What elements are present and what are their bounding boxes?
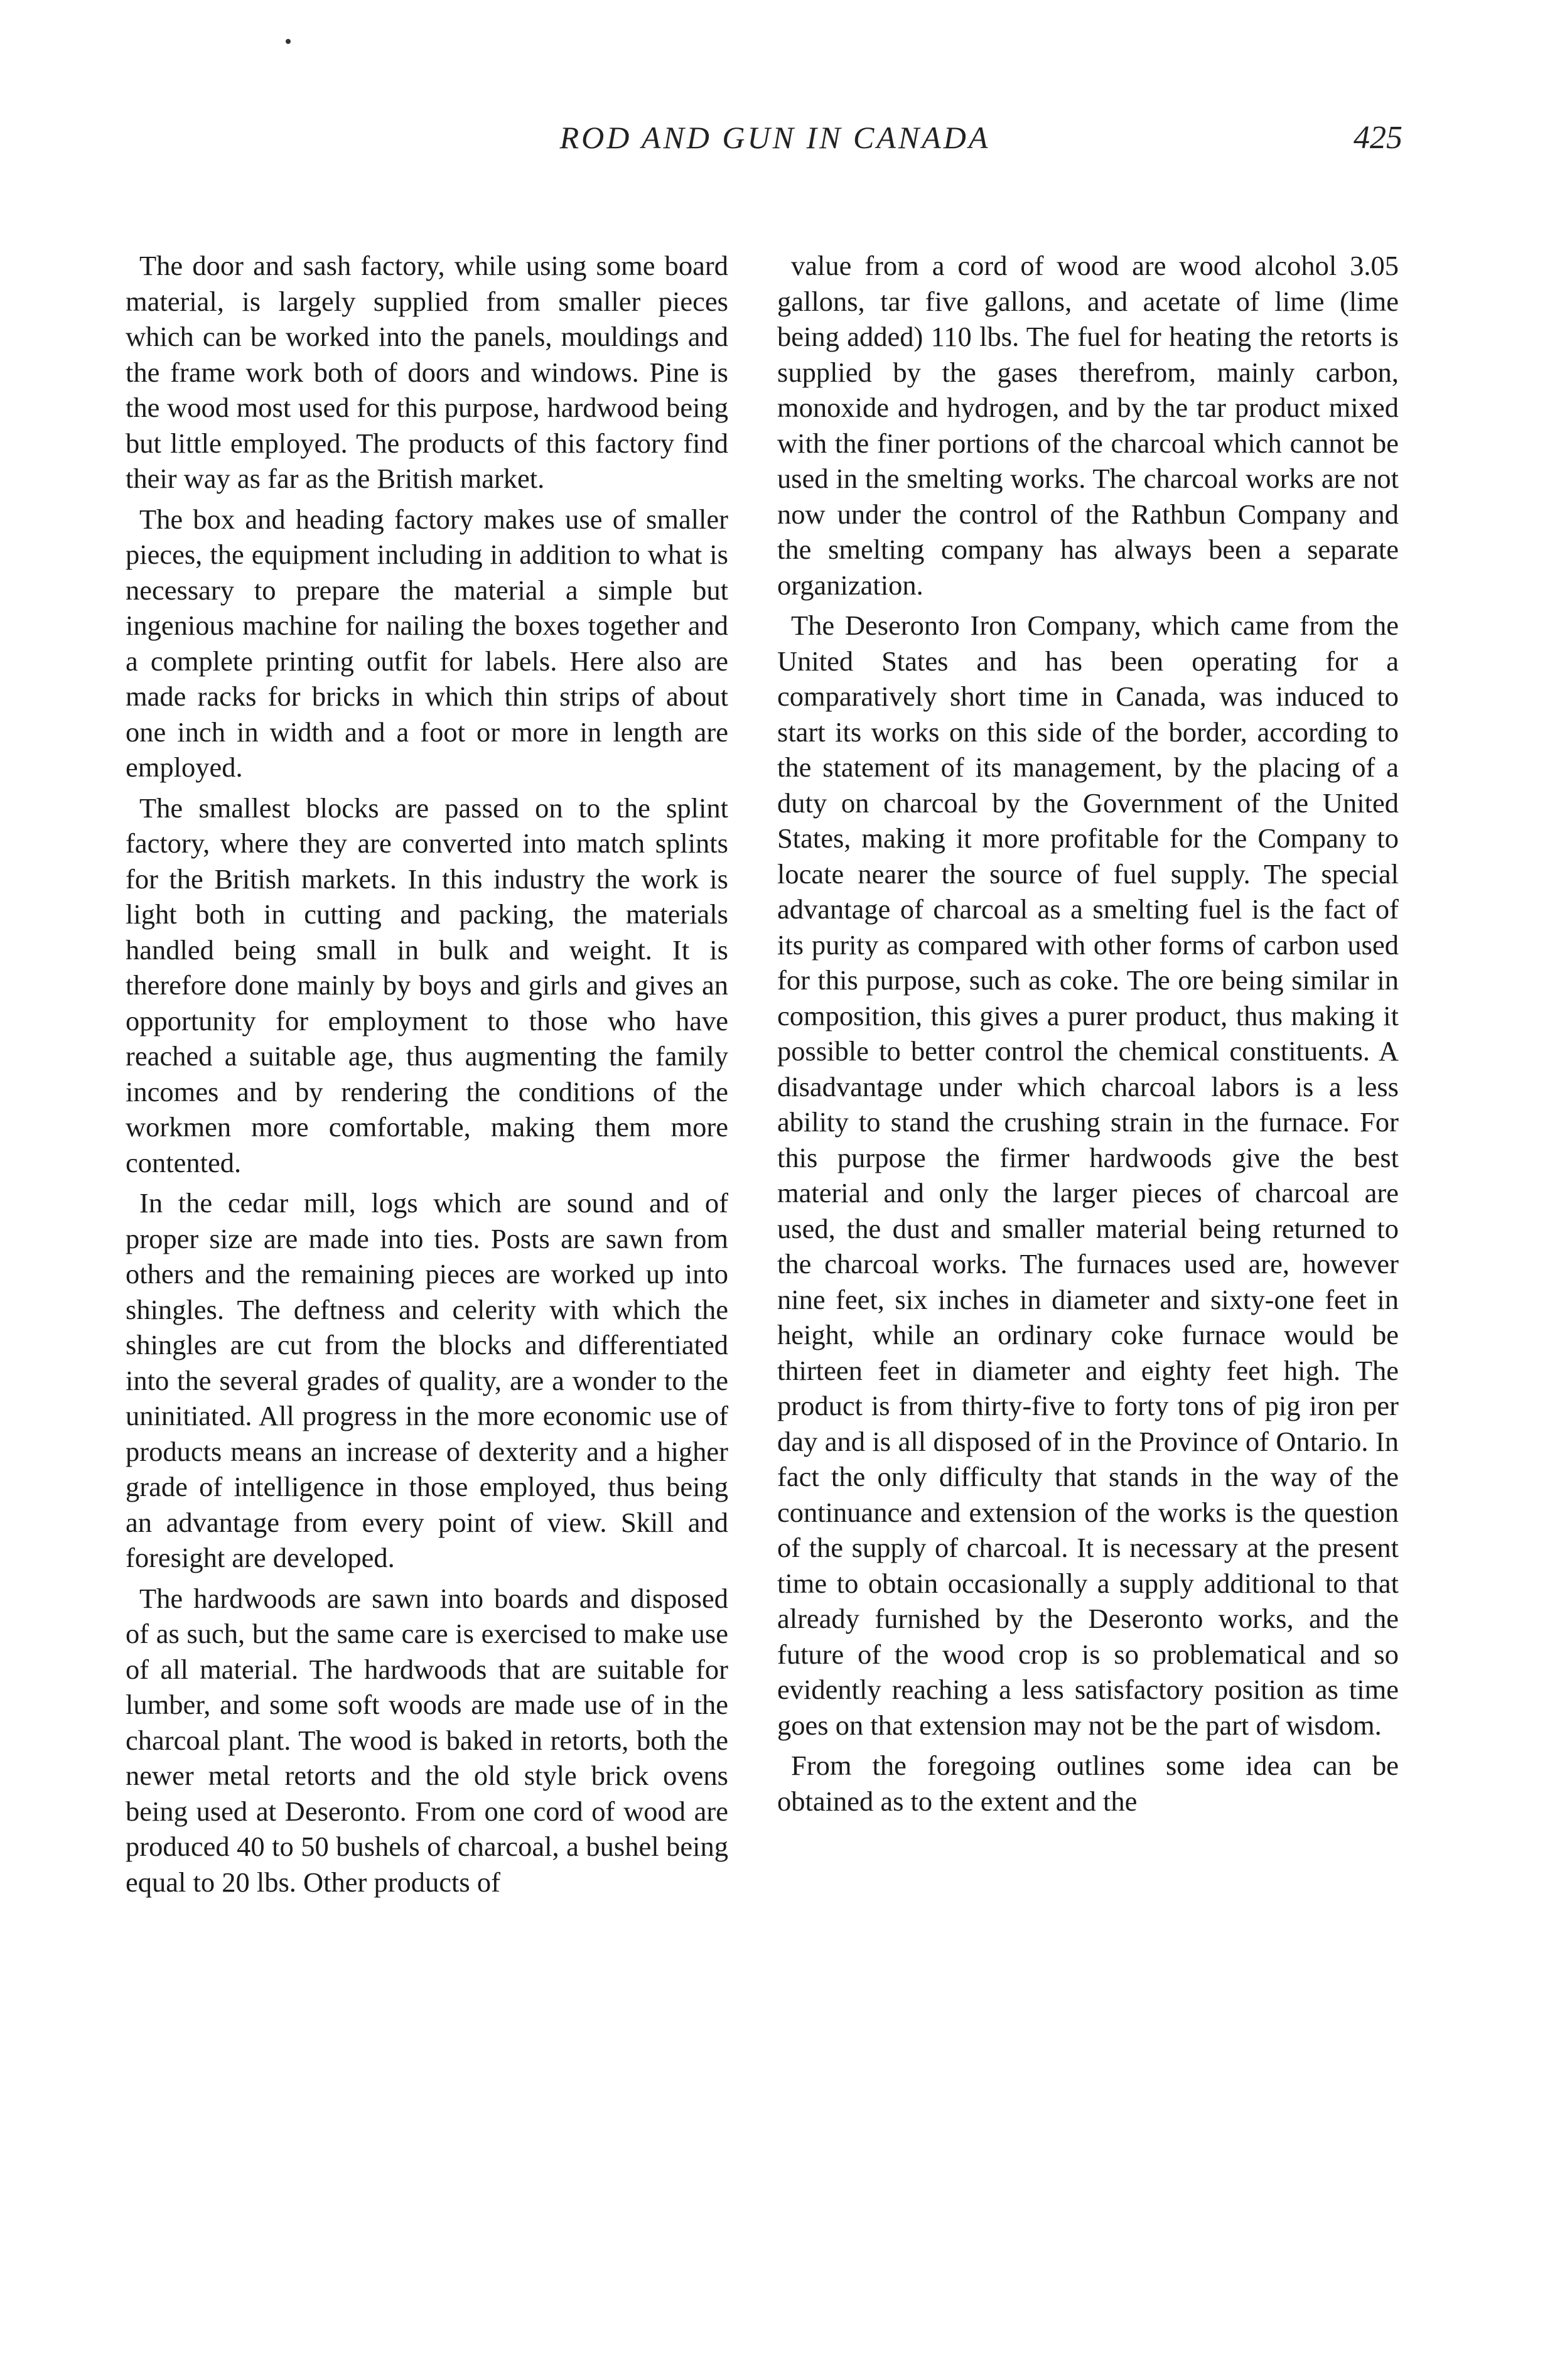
paragraph: value from a cord of wood are wood alcohol 3.05 gallons, tar five gallons, and acetate of lime (lime being added) 110 lbs. The fuel for heating the retorts is supplied by the gases therefrom, mainly carbon, monoxide and hydrogen, and by the tar product mixed with the finer portions of the charcoal which cannot be used in the smelting works. The charcoal works are not now under the control of the Rathbun Company and the smelting company has always been a separate organization. <box>777 250 1399 601</box>
paragraph: The hardwoods are sawn into boards and disposed of as such, but the same care is exercised to make use of all material. The hardwoods that are suitable for lumber, and some soft woods are made use of in the charcoal plant. The wood is baked in retorts, both the newer metal retorts and the old style brick ovens being used at Deseronto. From one cord of wood are produced 40 to 50 bushels of charcoal, a bushel being equal to 20 lbs. Other products of <box>126 1582 728 1898</box>
paragraph: From the foregoing outlines some idea can be obtained as to the extent and the <box>777 1750 1399 1817</box>
ink-speck <box>286 39 291 44</box>
paragraph: The box and heading factory makes use of smaller pieces, the equipment including in addition to what is necessary to prepare the material a simple but ingenious machine for nailing the boxes together and a complete printing outfit for labels. Here also are made racks for bricks in which thin strips of about one inch in width and a foot or more in length are employed. <box>126 503 728 783</box>
page-number: 425 <box>1354 120 1402 156</box>
right-column <box>777 248 1399 1824</box>
paragraph: The Deseronto Iron Company, which came from the United States and has been operating for a comparatively short time in Canada, was induced to start its works on this side of the border, according to the statement of its management, by the placing of a duty on charcoal by the Government of the United States, making it more profitable for the Company to locate nearer the source of fuel supply. The special advantage of charcoal as a smelting fuel is the fact of its purity as compared with other forms of carbon used for this purpose, such as coke. The ore being similar in composition, this gives a purer product, thus making it possible to better control the chemical constituents. A disadvantage under which charcoal labors is a less ability to stand the crushing strain in the furnace. For this purpose the firmer hardwoods give the best material and only the larger pieces of charcoal are used, the dust and smaller material being returned to the charcoal works. The furnaces used are, however nine feet, six inches in diameter and sixty-one feet in height, while an ordinary coke furnace would be thirteen feet in diameter and eighty feet high. The product is from thirty-five to forty tons of pig iron per day and is all disposed of in the Province of Ontario. In fact the only difficulty that stands in the way of the continuance and extension of the works is the question of the supply of charcoal. It is necessary at the present time to obtain occasionally a supply additional to that already furnished by the Deseronto works, and the future of the wood crop is so problematical and so evidently reaching a less satisfactory position as time goes on that extension may not be the part of wisdom. <box>777 610 1399 1741</box>
paragraph: In the cedar mill, logs which are sound and of proper size are made into ties. Posts are sawn from others and the remaining pieces are worked up into shingles. The deftness and celerity with which the shingles are cut from the blocks and differentiated into the several grades of quality, are a wonder to the uninitiated. All progress in the more economic use of products means an increase of dexterity and a higher grade of intelligence in those employed, thus being an advantage from every point of view. Skill and foresight are developed. <box>126 1187 728 1573</box>
paragraph: The smallest blocks are passed on to the splint factory, where they are converted into match splints for the British markets. In this industry the work is light both in cutting and packing, the materials handled being small in bulk and weight. It is therefore done mainly by boys and girls and gives an opportunity for employment to those who have reached a suitable age, thus augmenting the family incomes and by rendering the conditions of the workmen more comfortable, making them more contented. <box>126 792 728 1178</box>
running-title: ROD AND GUN IN CANADA <box>559 120 991 155</box>
paragraph: The door and sash factory, while using some board material, is largely supplied from smaller pieces which can be worked into the panels, mouldings and the frame work both of doors and windows. Pine is the wood most used for this purpose, hardwood being but little employed. The products of this factory find their way as far as the British market. <box>126 250 728 494</box>
left-column <box>126 248 728 1905</box>
